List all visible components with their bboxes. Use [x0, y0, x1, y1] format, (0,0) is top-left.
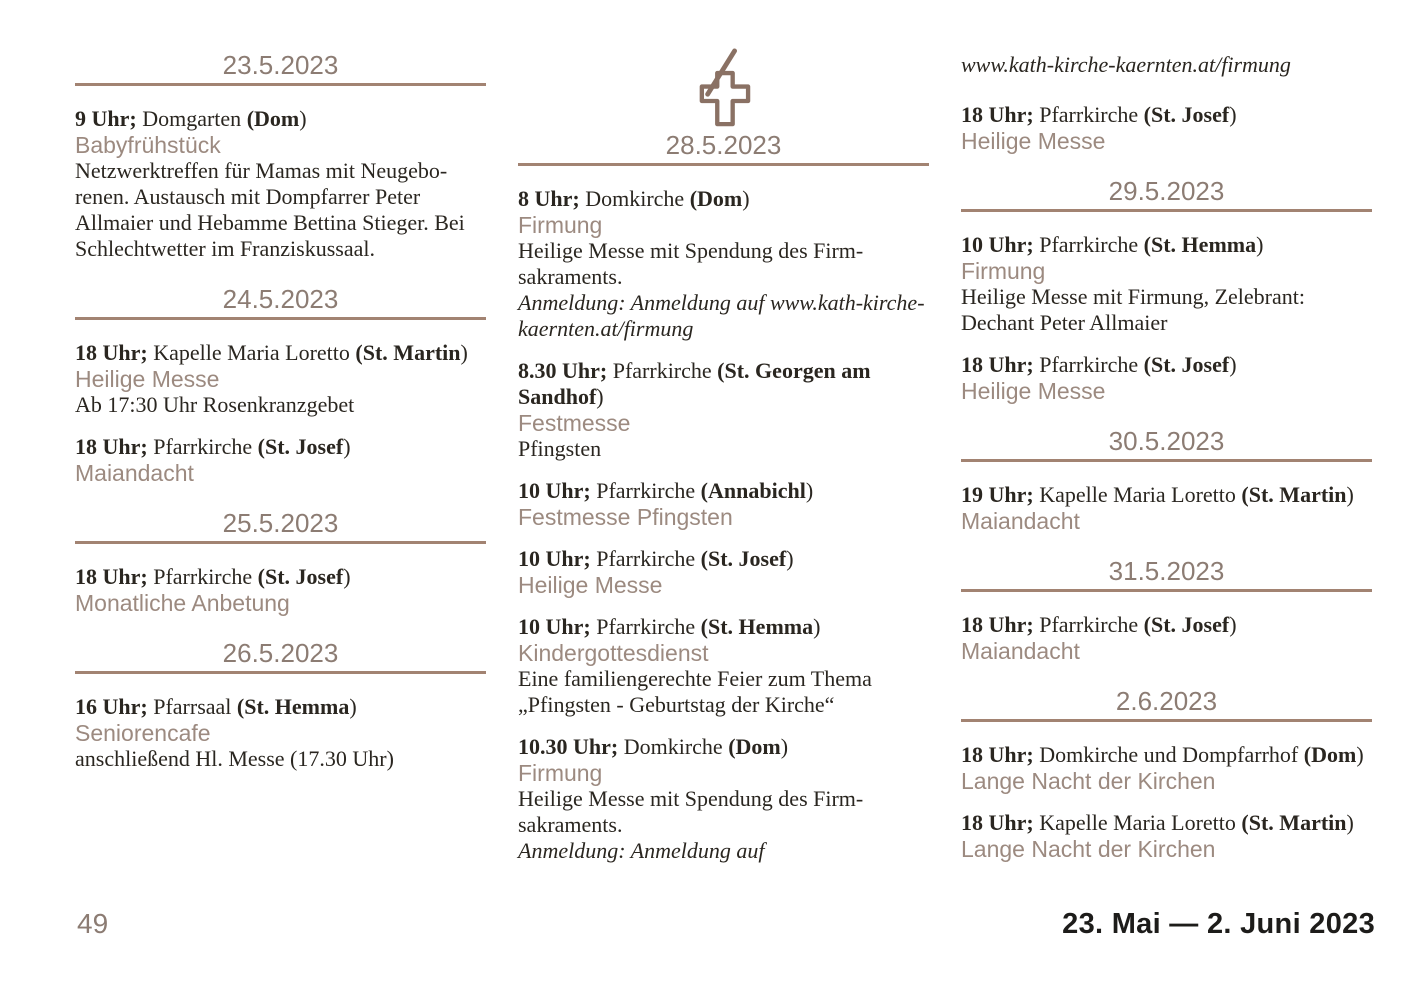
event-time: 10.30 Uhr ;	[518, 734, 624, 759]
event-meta	[518, 546, 929, 572]
event-location: Pfarrkirche	[1039, 102, 1139, 127]
event-meta	[75, 694, 486, 720]
event-title: Heilige Messe	[518, 572, 663, 598]
event	[961, 102, 1372, 154]
event-location: Domkirche	[585, 186, 685, 211]
event-location: Pfarrkirche	[612, 358, 712, 383]
event-location: Pfarrkirche	[596, 478, 696, 503]
event-meta	[518, 358, 929, 410]
event-title: Heilige Messe	[961, 128, 1106, 154]
event-location: Pfarrkirche	[1039, 352, 1139, 377]
event-description: Netzwerktreffen für Mamas mit Neugeborenen. Austausch mit Dompfarrer Peter Allmaier und Hebamme Bettina Stieger. Bei Schlechtwetter im Franziskussaal.	[75, 158, 465, 261]
event-title: Kindergottesdienst	[518, 640, 709, 666]
column-center	[518, 48, 929, 880]
date-header: 24.5.2023	[75, 286, 486, 320]
event-time: 10 Uhr ;	[518, 546, 596, 571]
event-location: Pfarrkirche	[153, 564, 253, 589]
event-place: ( St. Josef )	[258, 434, 351, 459]
event-time: 18 Uhr ;	[75, 434, 153, 459]
event-time: 10 Uhr ;	[518, 478, 596, 503]
event-location: Pfarrkirche	[1039, 612, 1139, 637]
event	[75, 340, 486, 418]
event-location: Domkirche und Dompfarrhof	[1039, 742, 1299, 767]
event-description: anschließend Hl. Messe (17.30 Uhr)	[75, 746, 394, 771]
date-header: 28.5.2023	[518, 132, 929, 166]
event	[518, 614, 929, 718]
date-header: 29.5.2023	[961, 178, 1372, 212]
event	[961, 352, 1372, 404]
event-time: 16 Uhr ;	[75, 694, 153, 719]
event-meta	[75, 106, 486, 132]
event-place: ( St. Martin )	[355, 340, 467, 365]
event-title: Maiandacht	[75, 460, 194, 486]
event-description: Ab 17:30 Uhr Rosenkranzgebet	[75, 392, 355, 417]
event-place: ( Dom )	[728, 734, 788, 759]
event-time: 9 Uhr ;	[75, 106, 142, 131]
event-description: Heilige Messe mit Spendung des Firmsakraments.	[518, 786, 864, 837]
event-meta	[961, 742, 1372, 768]
event-place: ( St. Martin )	[1241, 482, 1353, 507]
date-header: 31.5.2023	[961, 558, 1372, 592]
event-place: ( St. Josef )	[1144, 612, 1237, 637]
event-time: 8.30 Uhr ;	[518, 358, 613, 383]
event-place: ( St. Georgen am Sandhof )	[518, 358, 871, 409]
event-title: Maiandacht	[961, 508, 1080, 534]
event-place: ( St. Martin )	[1241, 810, 1353, 835]
event-location: Kapelle Maria Loretto	[1039, 810, 1236, 835]
event-title: Monatliche Anbetung	[75, 590, 290, 616]
footer	[77, 908, 1375, 941]
event-time: 18 Uhr ;	[961, 810, 1039, 835]
event-meta	[75, 340, 486, 366]
event-place: ( St. Josef )	[1144, 352, 1237, 377]
event-meta	[518, 734, 929, 760]
event	[75, 564, 486, 616]
event-place: ( St. Hemma )	[1144, 232, 1264, 257]
event-place: ( St. Josef )	[1144, 102, 1237, 127]
event	[961, 742, 1372, 794]
event-time: 18 Uhr ;	[961, 352, 1039, 377]
event	[75, 434, 486, 486]
event-time: 18 Uhr ;	[961, 742, 1039, 767]
event-location: Pfarrkirche	[596, 614, 696, 639]
event-meta	[518, 186, 929, 212]
url-continuation: www.kath-kirche-kaernten.at/firmung	[961, 52, 1291, 77]
event-meta	[518, 478, 929, 504]
event-meta	[961, 482, 1372, 508]
event-title: Firmung	[518, 760, 603, 786]
event-title: Firmung	[961, 258, 1046, 284]
event-place: ( St. Hemma )	[701, 614, 821, 639]
event-meta	[961, 232, 1372, 258]
date-header: 2.6.2023	[961, 688, 1372, 722]
footer-date-range: 23. Mai — 2. Juni 2023	[1062, 908, 1375, 940]
event	[961, 612, 1372, 664]
event-meta	[961, 102, 1372, 128]
event-place: ( Dom )	[690, 186, 750, 211]
column-left	[75, 48, 486, 880]
event-time: 18 Uhr ;	[961, 102, 1039, 127]
event	[75, 106, 486, 262]
event-location: Pfarrkirche	[596, 546, 696, 571]
event	[518, 186, 929, 342]
event-description: Heilige Messe mit Spendung des Firmsakraments.	[518, 238, 864, 289]
event-place: ( St. Josef )	[258, 564, 351, 589]
event-title: Heilige Messe	[961, 378, 1106, 404]
event-description: Pfingsten	[518, 436, 602, 461]
event-location: Pfarrsaal	[153, 694, 232, 719]
event	[961, 482, 1372, 534]
event-title: Lange Nacht der Kirchen	[961, 836, 1216, 862]
event	[518, 478, 929, 530]
event-place: ( Dom )	[1304, 742, 1364, 767]
event-meta	[75, 564, 486, 590]
event-time: 19 Uhr ;	[961, 482, 1039, 507]
event-description: Heilige Messe mit Firmung, Zelebrant: Dechant Peter Allmaier	[961, 284, 1305, 335]
event-note: Anmeldung: Anmeldung auf	[518, 838, 765, 863]
date-header: 25.5.2023	[75, 510, 486, 544]
event-title: Firmung	[518, 212, 603, 238]
event-place: ( St. Josef )	[701, 546, 794, 571]
event-title: Seniorencafe	[75, 720, 211, 746]
page-number: 49	[77, 908, 109, 939]
event	[518, 734, 929, 864]
event-place: ( St. Hemma )	[237, 694, 357, 719]
event-time: 8 Uhr ;	[518, 186, 585, 211]
event-place: ( Dom )	[247, 106, 307, 131]
event-time: 10 Uhr ;	[961, 232, 1039, 257]
event-title: Babyfrühstück	[75, 132, 221, 158]
event-time: 18 Uhr ;	[75, 340, 153, 365]
event	[518, 546, 929, 598]
event	[75, 694, 486, 772]
event-meta	[961, 612, 1372, 638]
event-location: Domgarten	[142, 106, 242, 131]
event-meta	[75, 434, 486, 460]
event	[961, 810, 1372, 862]
event-location: Pfarrkirche	[1039, 232, 1139, 257]
event-meta	[961, 352, 1372, 378]
event-place: ( Annabichl )	[701, 478, 813, 503]
event-title: Heilige Messe	[75, 366, 220, 392]
four-cross-icon	[518, 48, 929, 130]
event-meta	[961, 810, 1372, 836]
event-time: 18 Uhr ;	[75, 564, 153, 589]
event	[961, 232, 1372, 336]
date-header: 23.5.2023	[75, 52, 486, 86]
date-header: 30.5.2023	[961, 428, 1372, 462]
event-description: Eine familiengerechte Feier zum Thema „Pfingsten - Geburtstag der Kirche“	[518, 666, 872, 717]
event-location: Domkirche	[623, 734, 723, 759]
event-title: Maiandacht	[961, 638, 1080, 664]
event-location: Kapelle Maria Loretto	[1039, 482, 1236, 507]
event-note: Anmeldung: Anmeldung auf www.kath-kirche-kaernten.at/firmung	[518, 290, 925, 341]
event-meta	[518, 614, 929, 640]
event-location: Kapelle Maria Loretto	[153, 340, 350, 365]
event-title: Festmesse	[518, 410, 631, 436]
event-time: 10 Uhr ;	[518, 614, 596, 639]
event	[518, 358, 929, 462]
event-location: Pfarrkirche	[153, 434, 253, 459]
event-time: 18 Uhr ;	[961, 612, 1039, 637]
column-right	[961, 48, 1372, 880]
calendar-content	[75, 48, 1372, 880]
event-title: Lange Nacht der Kirchen	[961, 768, 1216, 794]
date-header: 26.5.2023	[75, 640, 486, 674]
event-title: Festmesse Pfingsten	[518, 504, 733, 530]
